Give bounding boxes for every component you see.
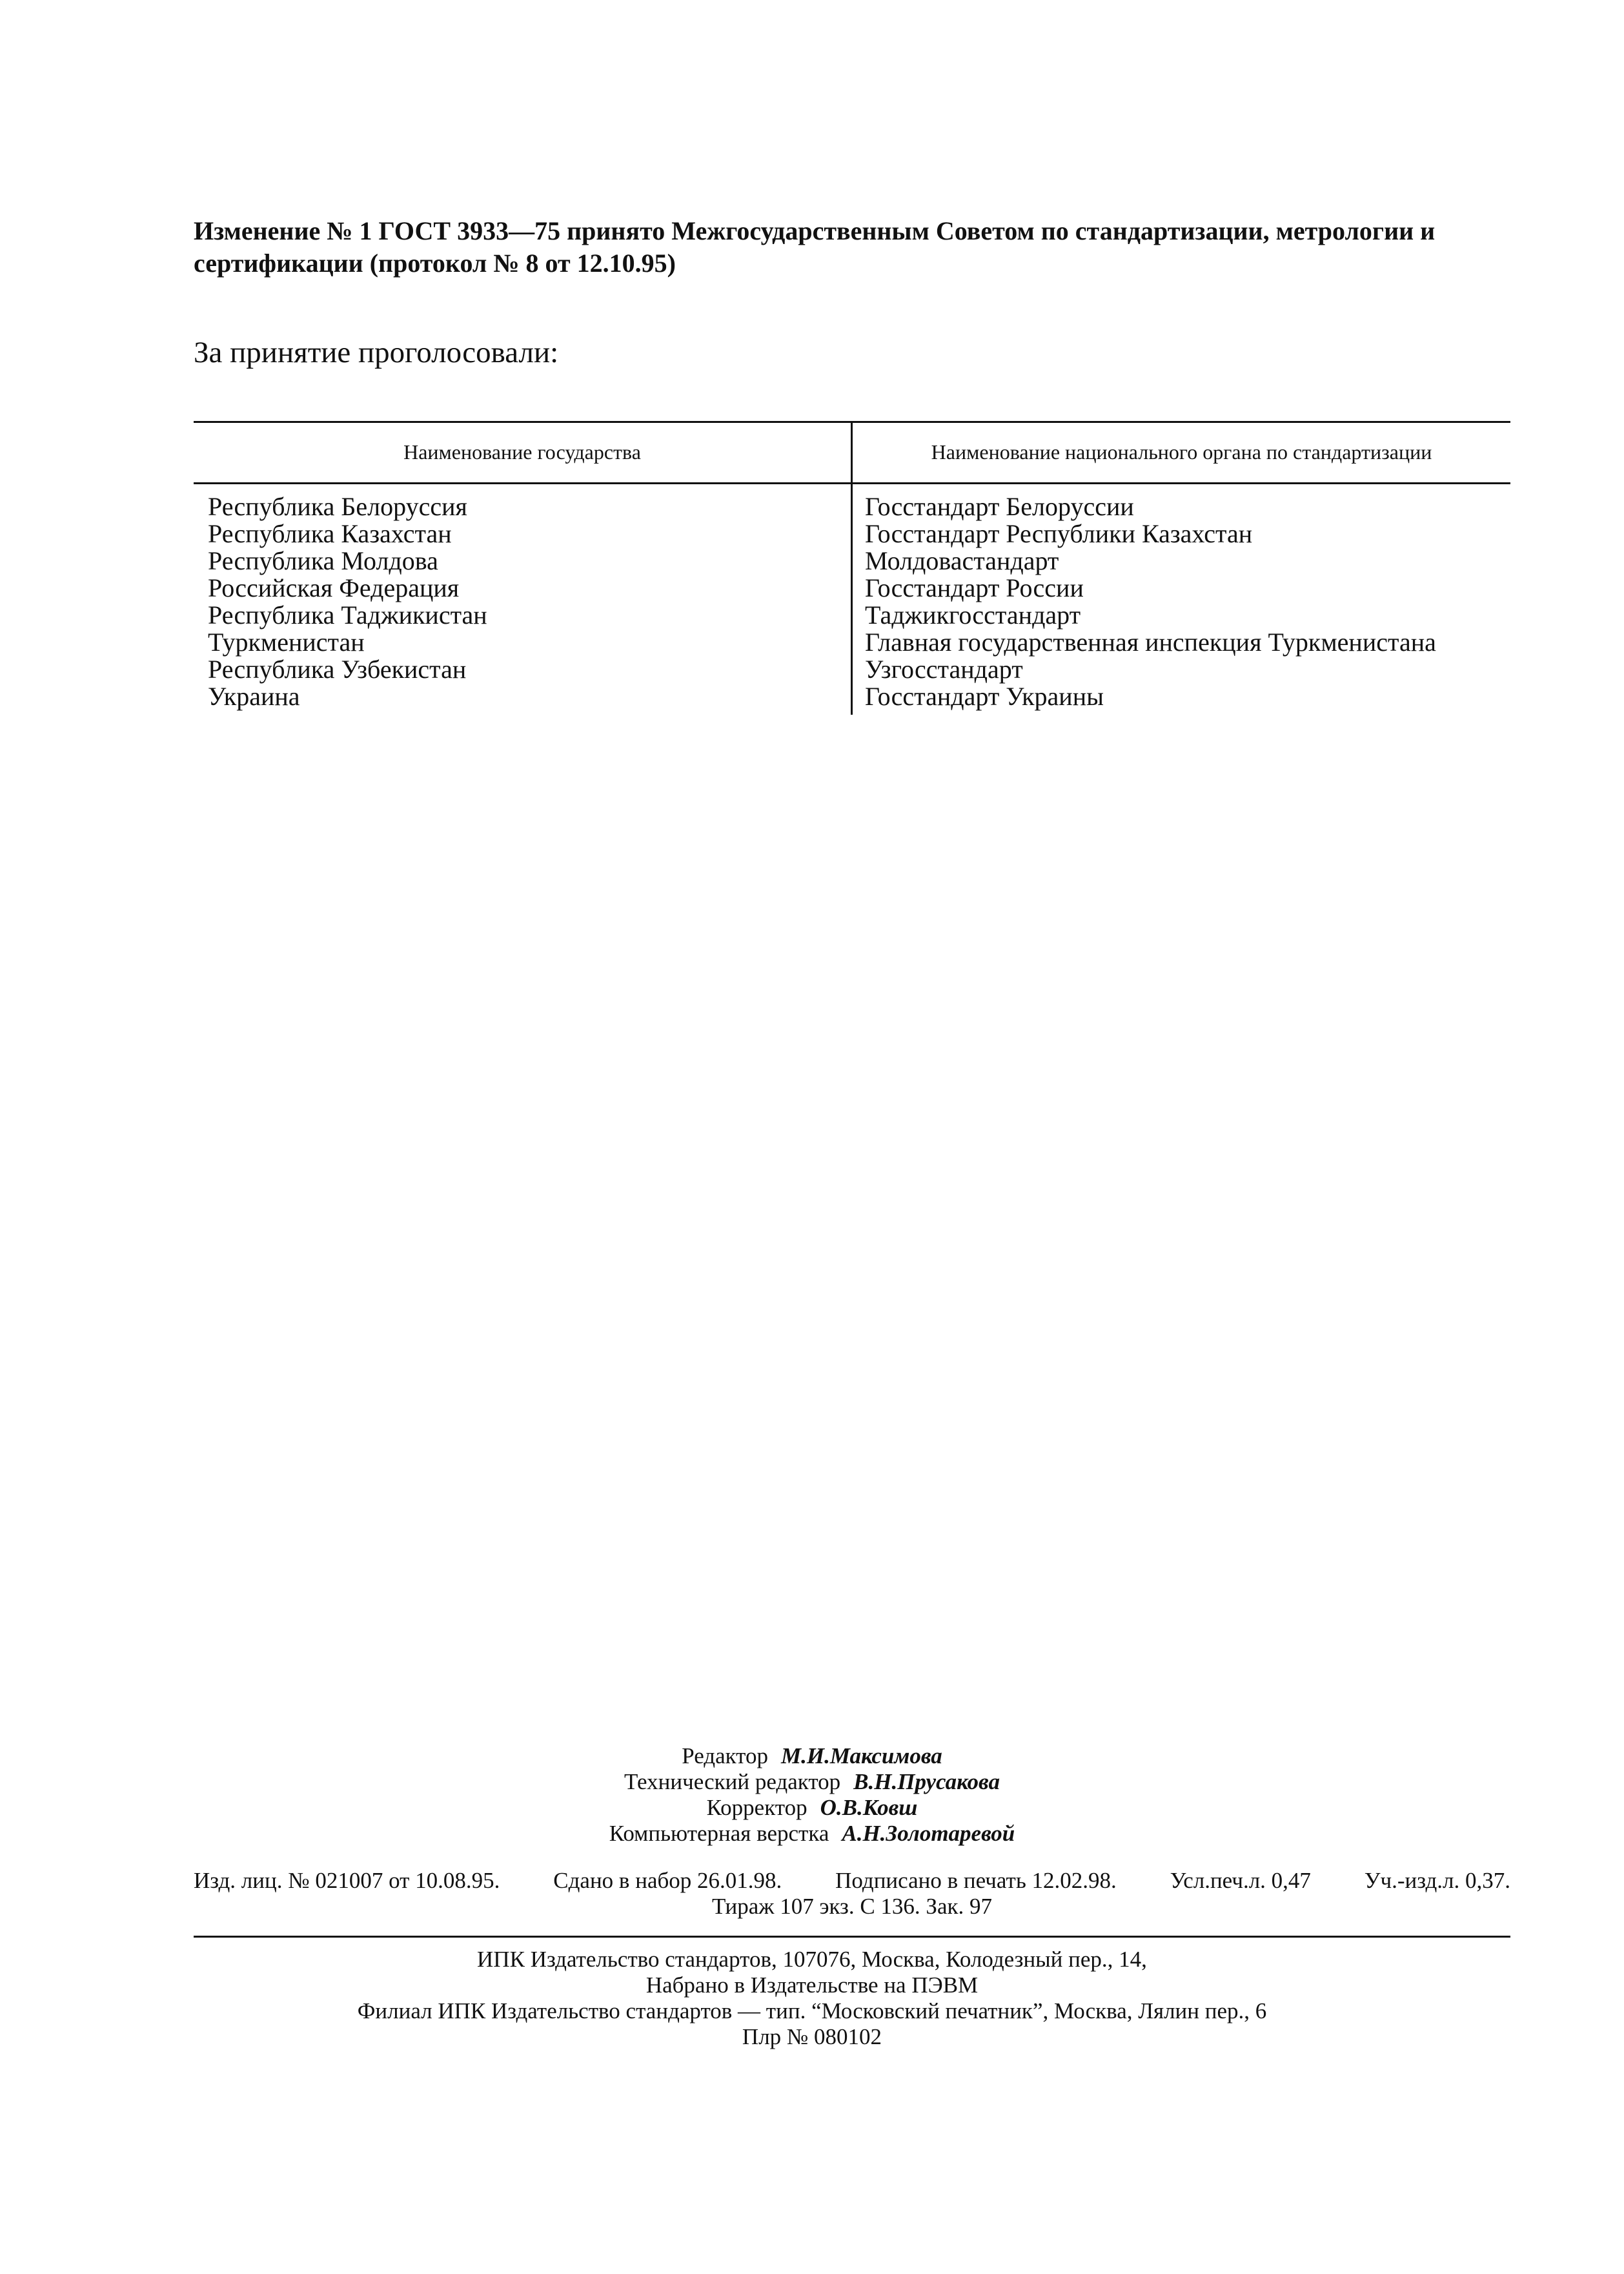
table-row [194,602,1510,629]
state-cell: Республика Таджикистан [208,600,487,630]
publisher-line: Филиал ИПК Издательство стандартов — тип. “Московский печатник”, Москва, Лялин пер., 6 [357,1998,1267,2023]
credit-name: О.В.Ковш [820,1795,918,1820]
table-row [194,683,1510,710]
credit-name: В.Н.Прусакова [853,1769,1000,1794]
license-info: Изд. лиц. № 021007 от 10.08.95. [194,1868,500,1893]
credit-line [0,1743,1624,1769]
print-sheets: Усл.печ.л. 0,47 [1170,1868,1311,1893]
state-cell: Республика Белоруссия [208,492,467,521]
credit-role: Технический редактор [624,1769,841,1794]
publisher-line: ИПК Издательство стандартов, 107076, Москва, Колодезный пер., 14, [477,1947,1147,1972]
voted-label: За принятие проголосовали: [194,336,559,369]
table-header-body: Наименование национального органа по стандартизации [931,440,1432,464]
table-body [194,493,1510,710]
publisher-line: Набрано в Издательстве на ПЭВМ [645,1972,979,1998]
standards-body-cell: Таджикгосстандарт [865,600,1081,630]
state-cell: Российская Федерация [208,573,460,602]
table-row [194,656,1510,683]
state-cell: Республика Казахстан [208,519,452,548]
credit-name: М.И.Максимова [781,1743,942,1768]
credit-role: Компьютерная верстка [609,1821,829,1846]
state-cell: Туркменистан [208,628,365,657]
standards-body-cell: Главная государственная инспекция Туркменистана [865,628,1436,657]
table-header-state: Наименование государства [403,440,641,464]
pub-sheets: Уч.-изд.л. 0,37. [1364,1868,1510,1893]
standards-body-cell: Госстандарт Белоруссии [865,492,1134,521]
standards-body-cell: Молдовастандарт [865,546,1059,575]
state-cell: Республика Молдова [208,546,438,575]
credit-line [0,1821,1624,1847]
credit-line [0,1795,1624,1821]
standards-body-cell: Узгосстандарт [865,655,1023,684]
credit-role: Редактор [682,1743,769,1768]
publisher-line: Плр № 080102 [742,2024,882,2049]
imprint-block [194,1868,1510,1920]
table-row [194,629,1510,656]
standards-body-cell: Госстандарт Украины [865,682,1104,711]
table-row [194,575,1510,602]
credit-line [0,1769,1624,1795]
standards-body-cell: Госстандарт Республики Казахстан [865,519,1253,548]
state-cell: Республика Узбекистан [208,655,467,684]
credit-name: А.Н.Золотаревой [842,1821,1015,1846]
table-row [194,520,1510,548]
imprint-details [194,1868,1510,1894]
table-row [194,548,1510,575]
standards-body-cell: Госстандарт России [865,573,1084,602]
print-run: Тираж 107 экз. С 136. Зак. 97 [711,1894,992,1919]
publisher-block [0,1947,1624,2050]
typeset-date: Сдано в набор 26.01.98. [553,1868,782,1893]
credit-role: Корректор [706,1795,807,1820]
signed-date: Подписано в печать 12.02.98. [835,1868,1117,1893]
imprint-rule [194,1936,1510,1938]
state-cell: Украина [208,682,300,711]
credits-block [0,1743,1624,1847]
table-row [194,493,1510,520]
amendment-statement: Изменение № 1 ГОСТ 3933—75 принято Межгосударственным Советом по стандартизации, метрологии и сертификации (протокол № 8 от 12.10.95) [194,216,1436,278]
